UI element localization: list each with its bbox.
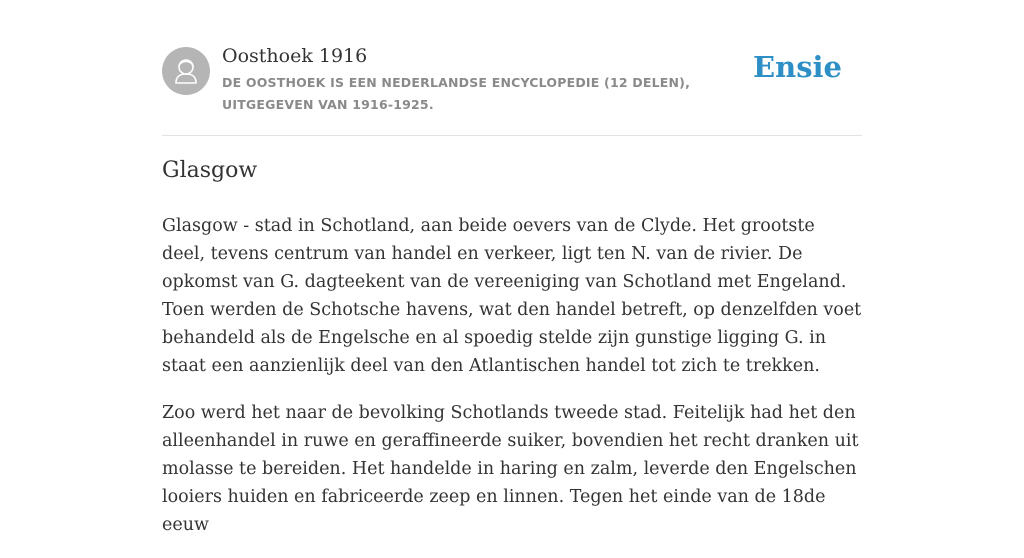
source-header [162, 0, 862, 136]
article-paragraph: Zoo werd het naar de bevolking Schotlands tweede stad. Feitelijk had het den alleenhandel in ruwe en geraffineerde suiker, bovendien het recht dranken uit molasse te bereiden. Het handelde in haring en zalm, leverde den Engelschen looiers huiden en fabriceerde zeep en linnen. Tegen het einde van de 18de eeuw [162, 403, 859, 535]
article-paragraph: Glasgow - stad in Schotland, aan beide oevers van de Clyde. Het grootste deel, tevens centrum van handel en verkeer, ligt ten N. van de rivier. De opkomst van G. dagteekent van de vereeniging van Schotland met Engeland. Toen werden de Schotsche havens, wat den handel betreft, op denzelfden voet behandeld als de Engelsche en al spoedig stelde zijn gunstige ligging G. in staat een aanzienlijk deel van den Atlantischen handel tot zich te trekken. [162, 216, 862, 376]
ensie-logo[interactable]: Ensie [753, 50, 842, 84]
article-title: Glasgow [162, 158, 258, 183]
page [162, 0, 862, 535]
source-description: DE OOSTHOEK IS EEN NEDERLANDSE ENCYCLOPEDIE (12 DELEN), UITGEGEVEN VAN 1916-1925. [222, 75, 691, 112]
article-body [162, 212, 862, 558]
user-icon [162, 47, 210, 95]
source-title[interactable]: Oosthoek 1916 [222, 45, 368, 67]
avatar[interactable] [162, 47, 210, 95]
